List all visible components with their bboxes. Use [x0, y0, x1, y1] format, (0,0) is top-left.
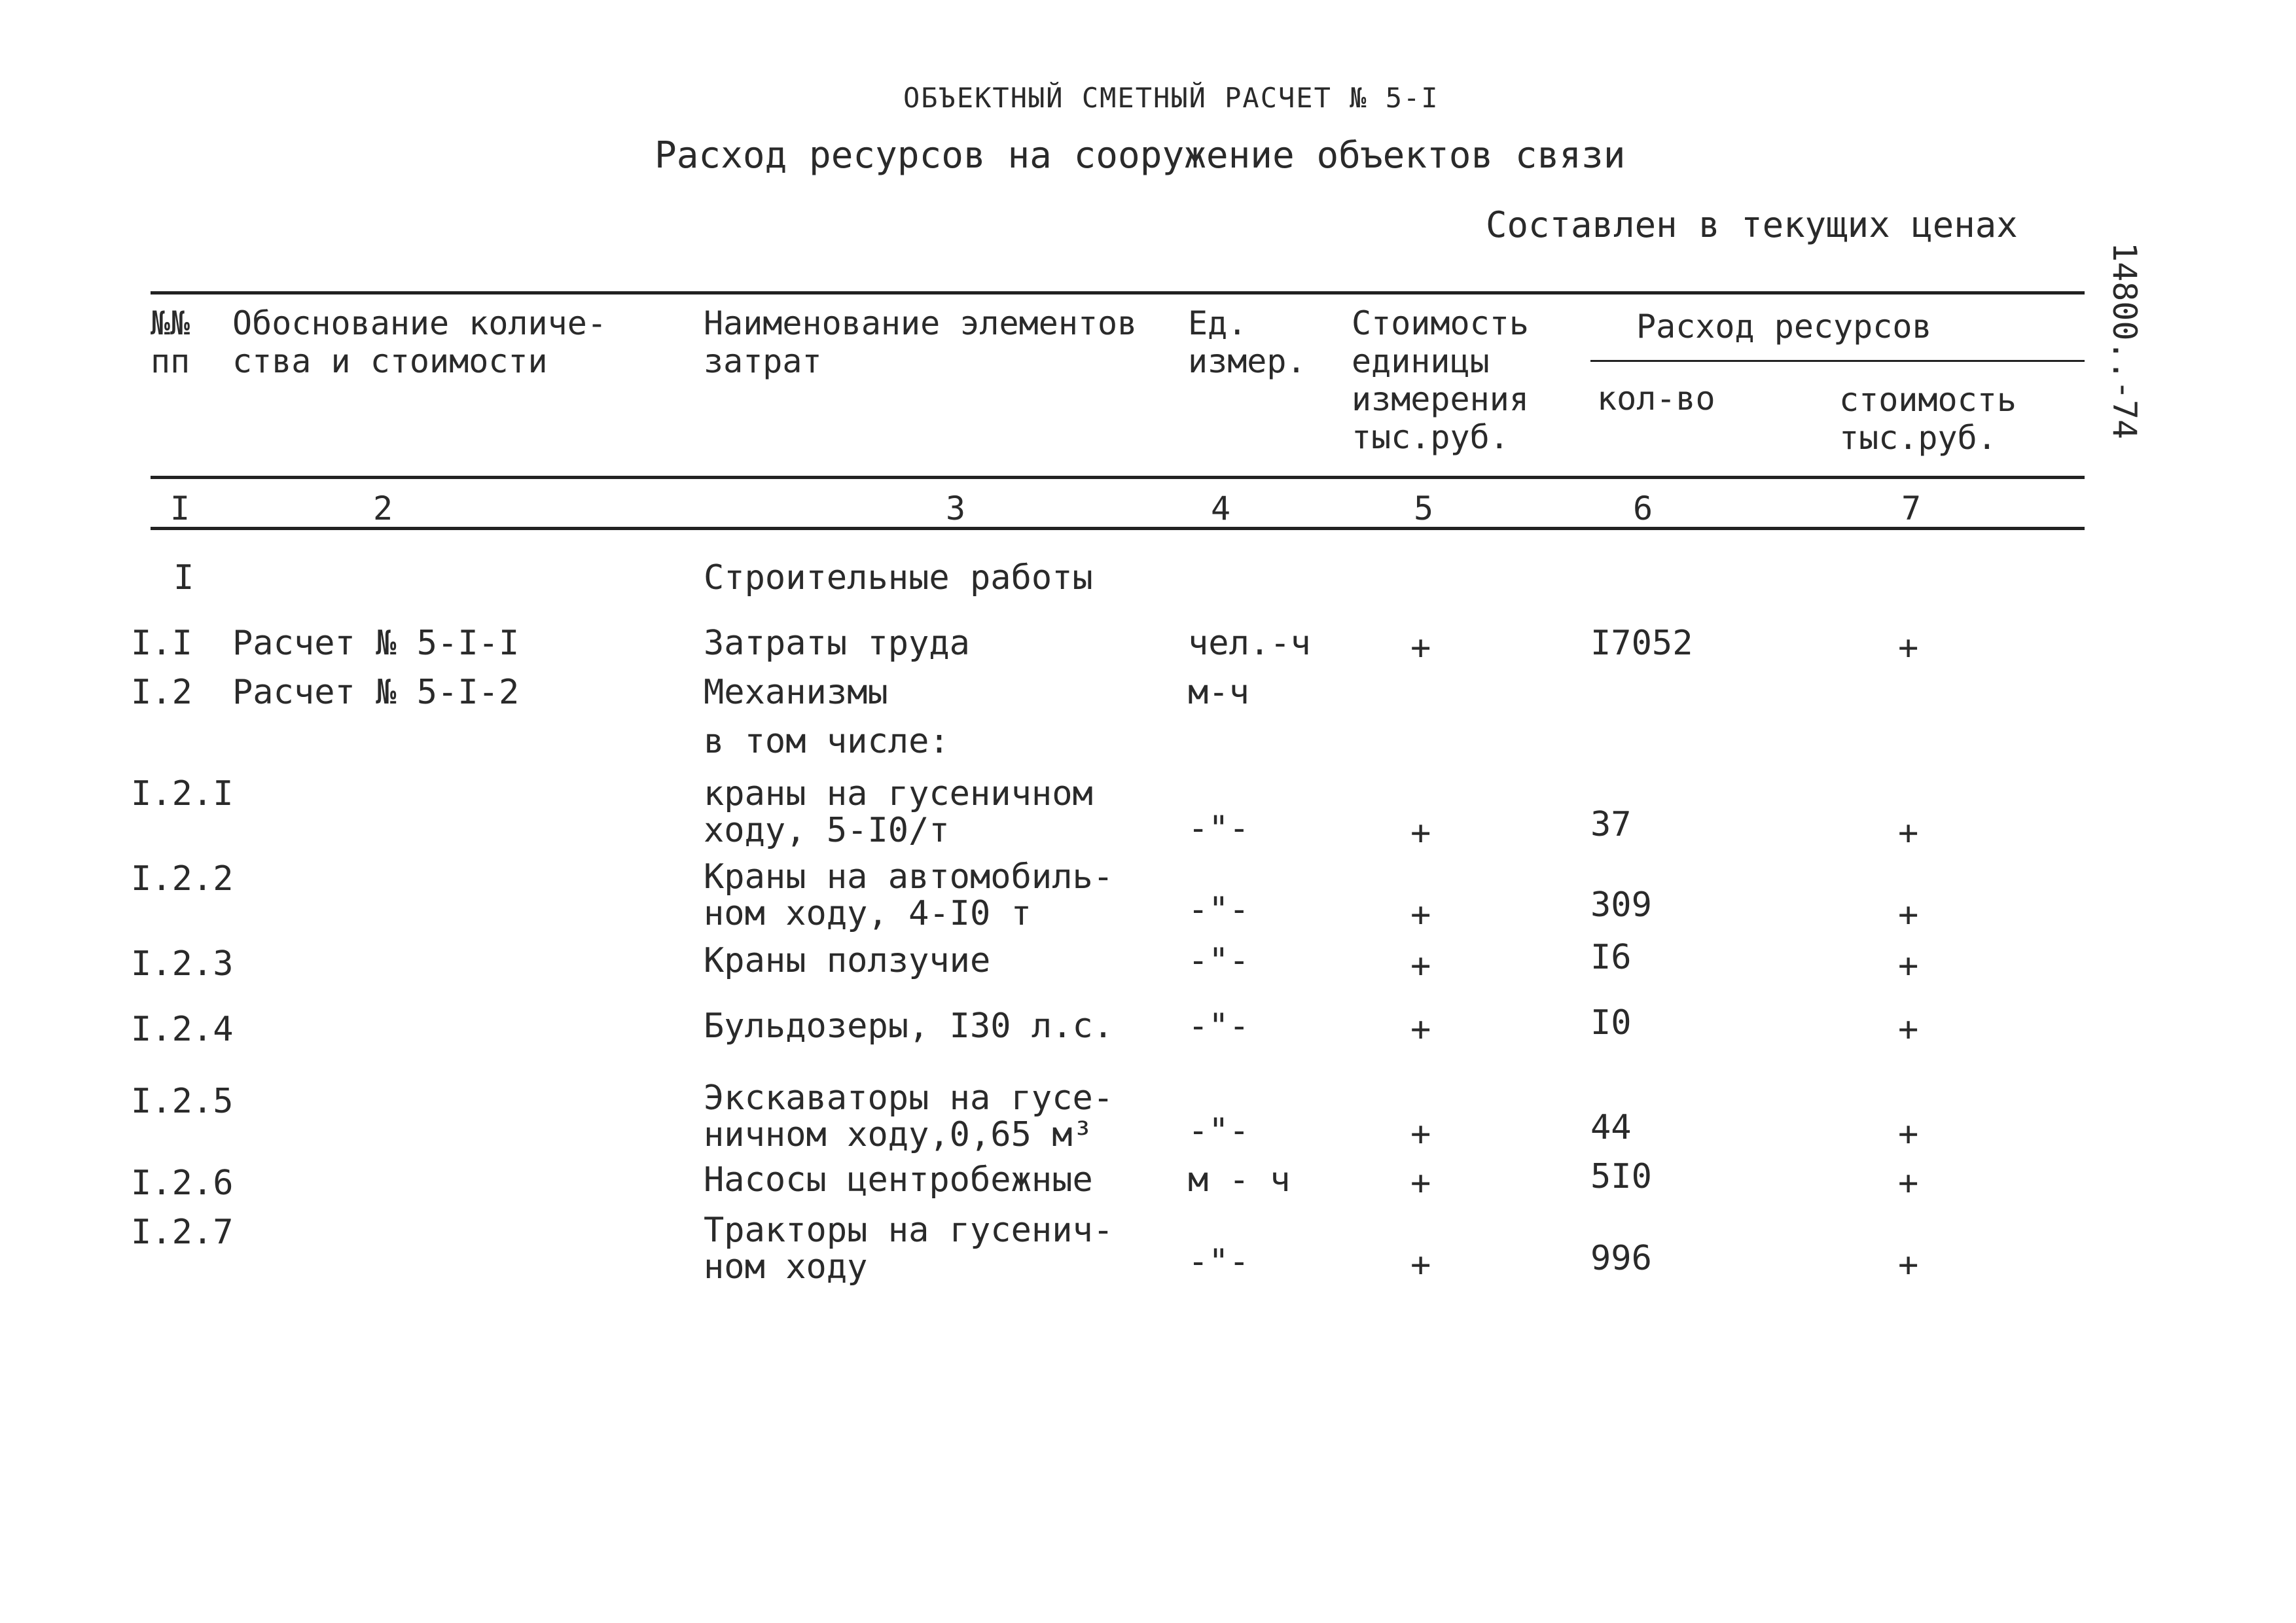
column-number-3: 3	[946, 490, 966, 527]
group-header-rule	[1590, 360, 2085, 362]
column-number-6: 6	[1633, 490, 1653, 527]
row-1-unit: чел.-ч	[1188, 624, 1311, 663]
row-8-qty: 44	[1590, 1108, 1632, 1147]
column-number-5: 5	[1414, 490, 1434, 527]
header-col6: кол-во	[1597, 380, 1715, 418]
prices-note: Составлен в текущих ценах	[1486, 204, 2018, 245]
row-6-unit: -"-	[1188, 941, 1249, 980]
row-2-name: Механизмы	[704, 673, 888, 712]
column-number-7: 7	[1901, 490, 1922, 527]
header-group: Расход ресурсов	[1636, 308, 1932, 346]
row-6-price: +	[1410, 946, 1431, 986]
row-5-cost: +	[1898, 895, 1919, 935]
row-6-cost: +	[1898, 946, 1919, 986]
row-2-basis: Расчет № 5-I-2	[232, 673, 520, 712]
header-col5: Стоимость единицы измерения тыс.руб.	[1352, 304, 1529, 456]
document-subtitle: Расход ресурсов на сооружение объектов связи	[655, 134, 1626, 177]
column-number-1: I	[170, 490, 190, 527]
row-10-num: I.2.7	[131, 1213, 234, 1252]
row-9-qty: 5I0	[1590, 1157, 1652, 1196]
header-col7: стоимость тыс.руб.	[1839, 381, 2017, 457]
row-1-cost: +	[1898, 628, 1919, 668]
column-number-4: 4	[1211, 490, 1231, 527]
table-top-rule	[151, 291, 2085, 294]
row-9-cost: +	[1898, 1164, 1919, 1203]
row-1-price: +	[1410, 628, 1431, 668]
row-9-price: +	[1410, 1164, 1431, 1203]
header-col4: Ед. измер.	[1188, 304, 1306, 380]
row-4-name: краны на гусеничном ходу, 5-I0/т	[704, 774, 1093, 850]
row-10-unit: -"-	[1188, 1242, 1249, 1281]
row-9-name: Насосы центробежные	[704, 1160, 1093, 1200]
row-6-name: Краны ползучие	[704, 941, 991, 980]
row-6-num: I.2.3	[131, 944, 234, 984]
row-7-qty: I0	[1590, 1003, 1632, 1043]
row-6-qty: I6	[1590, 938, 1632, 977]
row-8-unit: -"-	[1188, 1111, 1249, 1150]
row-4-unit: -"-	[1188, 809, 1249, 848]
row-10-price: +	[1410, 1245, 1431, 1285]
row-10-cost: +	[1898, 1245, 1919, 1285]
row-4-cost: +	[1898, 813, 1919, 853]
row-4-price: +	[1410, 813, 1431, 853]
row-7-num: I.2.4	[131, 1010, 234, 1049]
row-8-cost: +	[1898, 1115, 1919, 1154]
row-1-basis: Расчет № 5-I-I	[232, 624, 520, 663]
row-8-num: I.2.5	[131, 1082, 234, 1121]
row-7-price: +	[1410, 1010, 1431, 1049]
row-1-name: Затраты труда	[704, 624, 970, 663]
row-0-num: I	[173, 558, 194, 597]
column-number-2: 2	[373, 490, 393, 527]
header-bottom-rule	[151, 476, 2085, 479]
row-5-price: +	[1410, 895, 1431, 935]
row-1-qty: I7052	[1590, 624, 1693, 663]
row-7-cost: +	[1898, 1010, 1919, 1049]
header-col3: Наименование элементов затрат	[704, 304, 1138, 380]
row-2-num: I.2	[131, 673, 192, 712]
row-8-price: +	[1410, 1115, 1431, 1154]
row-5-qty: 309	[1590, 885, 1652, 925]
row-9-unit: м - ч	[1188, 1160, 1291, 1200]
row-3-name: в том числе:	[704, 722, 950, 761]
row-7-unit: -"-	[1188, 1007, 1249, 1046]
document-title: ОБЪЕКТНЫЙ СМЕТНЫЙ РАСЧЕТ № 5-I	[903, 82, 1439, 114]
row-1-num: I.I	[131, 624, 192, 663]
header-col1: №№ пп	[151, 304, 190, 380]
row-2-unit: м-ч	[1188, 673, 1249, 712]
row-10-qty: 996	[1590, 1239, 1652, 1278]
row-0-name: Строительные работы	[704, 558, 1093, 597]
row-4-qty: 37	[1590, 805, 1632, 844]
row-5-num: I.2.2	[131, 859, 234, 899]
row-4-num: I.2.I	[131, 774, 234, 813]
column-numbers-rule	[151, 527, 2085, 530]
row-5-name: Краны на автомобиль- ном ходу, 4-I0 т	[704, 857, 1114, 933]
row-8-name: Экскаваторы на гусе- ничном ходу,0,65 м³	[704, 1079, 1114, 1154]
row-7-name: Бульдозеры, I30 л.с.	[704, 1007, 1114, 1046]
row-5-unit: -"-	[1188, 890, 1249, 929]
header-col2: Обоснование количе- ства и стоимости	[232, 304, 607, 380]
row-9-num: I.2.6	[131, 1164, 234, 1203]
row-10-name: Тракторы на гусенич- ном ходу	[704, 1211, 1114, 1287]
side-code: 14800..-74	[2106, 242, 2144, 440]
